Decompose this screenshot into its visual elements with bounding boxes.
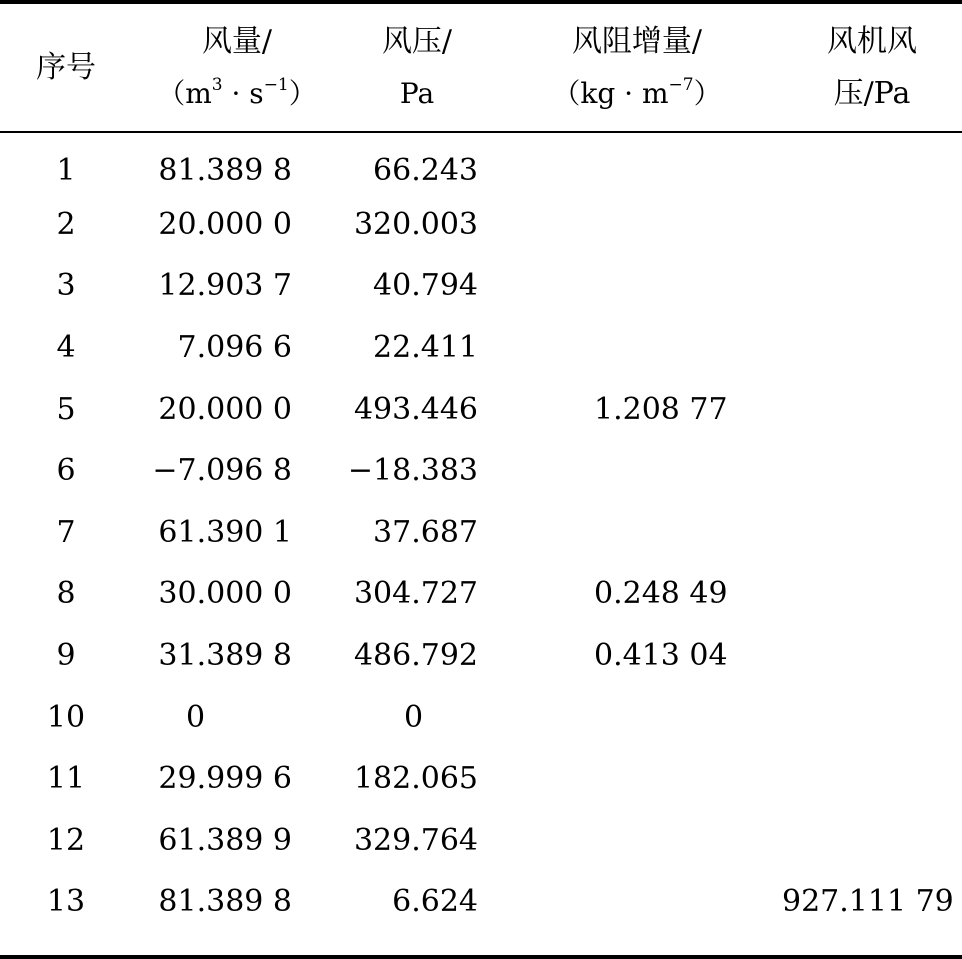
table-row (0, 502, 962, 564)
cell-resist: 0.413 04 (594, 638, 728, 674)
cell-fan (782, 317, 962, 379)
table-row (0, 132, 962, 194)
cell-seq: 8 (56, 576, 76, 612)
cell-flow: 20.000 0 (158, 206, 292, 242)
cell-press: 0 (404, 699, 424, 735)
cell-flow: 7.096 6 (177, 330, 292, 366)
airflow-data-table (0, 4, 962, 933)
cell-flow: 29.999 6 (158, 761, 292, 797)
header-press-unit: Pa (399, 76, 435, 110)
cell-press: 22.411 (373, 330, 478, 366)
header-fan-unit: 压/Pa (833, 75, 911, 111)
header-seq (0, 4, 132, 132)
cell-press: 37.687 (373, 514, 478, 550)
cell-fan (782, 502, 962, 564)
cell-fan: 927.111 79 (782, 884, 954, 920)
cell-press: 320.003 (353, 206, 478, 242)
table-row (0, 563, 962, 625)
table-row (0, 194, 962, 256)
cell-fan (782, 194, 962, 256)
table-row (0, 378, 962, 440)
cell-resist (492, 686, 782, 748)
cell-resist (492, 194, 782, 256)
table-row (0, 748, 962, 810)
header-seq-label: 序号 (36, 49, 96, 85)
header-resist-unit: $(kg \cdot m^{-7})$ (552, 75, 722, 110)
cell-press: 6.624 (392, 884, 478, 920)
cell-seq: 10 (46, 699, 86, 735)
cell-fan (782, 378, 962, 440)
cell-fan (782, 686, 962, 748)
cell-fan (782, 810, 962, 872)
cell-fan (782, 132, 962, 194)
table-body (0, 132, 962, 933)
table-row (0, 625, 962, 687)
header-fan (782, 4, 962, 132)
cell-resist (492, 255, 782, 317)
header-press-label: 风压/ (381, 23, 453, 59)
table-row (0, 317, 962, 379)
header-resist (492, 4, 782, 132)
cell-press: 182.065 (353, 761, 478, 797)
cell-flow: 0 (186, 699, 206, 735)
cell-press: 40.794 (373, 268, 478, 304)
cell-seq: 2 (56, 206, 76, 242)
header-resist-label: 风阻增量/ (571, 23, 703, 59)
cell-seq: 11 (46, 761, 86, 797)
cell-seq: 7 (56, 514, 76, 550)
table-row (0, 871, 962, 933)
header-flow (132, 4, 342, 132)
cell-seq: 6 (56, 453, 76, 489)
cell-resist (492, 748, 782, 810)
header-flow-label: 风量/ (201, 23, 273, 59)
cell-flow: 81.389 8 (158, 152, 292, 188)
cell-flow: 61.390 1 (158, 514, 292, 550)
cell-resist: 1.208 77 (594, 391, 728, 427)
cell-fan (782, 440, 962, 502)
cell-flow: 12.903 7 (158, 268, 292, 304)
cell-seq: 13 (46, 884, 86, 920)
header-row (0, 4, 962, 132)
cell-press: 66.243 (373, 152, 478, 188)
cell-seq: 12 (46, 822, 86, 858)
cell-seq: 1 (56, 152, 76, 188)
cell-resist (492, 132, 782, 194)
header-flow-unit: $(m^3 \cdot s^{-1})$ (157, 75, 317, 110)
cell-fan (782, 748, 962, 810)
cell-press: 329.764 (353, 822, 478, 858)
table-row (0, 440, 962, 502)
table-header (0, 4, 962, 132)
header-press (342, 4, 492, 132)
cell-resist (492, 871, 782, 933)
cell-seq: 4 (56, 330, 76, 366)
cell-press: 304.727 (353, 576, 478, 612)
cell-resist (492, 810, 782, 872)
cell-flow: 61.389 9 (158, 822, 292, 858)
cell-fan (782, 563, 962, 625)
cell-seq: 5 (56, 391, 76, 427)
cell-flow: −7.096 8 (152, 453, 292, 489)
cell-resist (492, 440, 782, 502)
cell-resist: 0.248 49 (594, 576, 728, 612)
cell-fan (782, 255, 962, 317)
cell-fan (782, 625, 962, 687)
cell-seq: 9 (56, 638, 76, 674)
cell-resist (492, 317, 782, 379)
cell-flow: 30.000 0 (158, 576, 292, 612)
cell-flow: 31.389 8 (158, 638, 292, 674)
table-row (0, 255, 962, 317)
cell-press: −18.383 (347, 453, 478, 489)
cell-resist (492, 502, 782, 564)
cell-press: 486.792 (353, 638, 478, 674)
table-row (0, 810, 962, 872)
cell-seq: 3 (56, 268, 76, 304)
cell-flow: 81.389 8 (158, 884, 292, 920)
table-row (0, 686, 962, 748)
header-fan-label: 风机风 (827, 23, 917, 59)
cell-press: 493.446 (353, 391, 478, 427)
cell-flow: 20.000 0 (158, 391, 292, 427)
